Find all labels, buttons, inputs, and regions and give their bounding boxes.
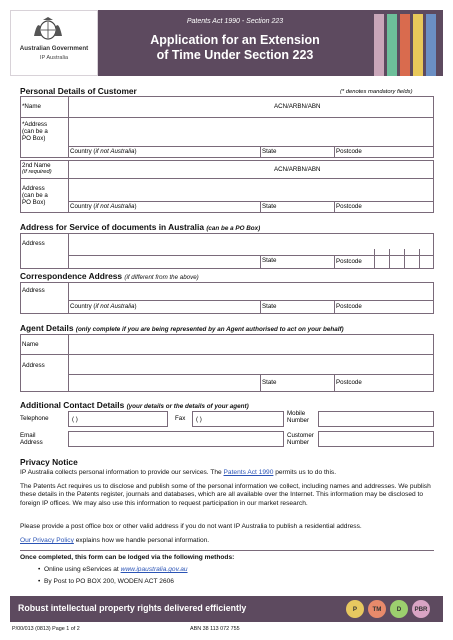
agent-name-label: Name [22,341,39,348]
agent-state-label: State [262,379,277,386]
coat-of-arms-icon [30,16,66,42]
badge-pbr: PBR [412,600,430,618]
mobile-input[interactable] [318,411,434,427]
stripe [374,14,384,76]
stripe [387,14,397,76]
agent-postcode-label: Postcode [336,379,362,386]
correspondence-address-label: Address [22,287,45,294]
address-input[interactable] [69,118,433,145]
correspondence-address-input[interactable] [69,283,433,299]
postcode2-label: Postcode [336,203,362,210]
acn2-label: ACN/ARBN/ABN [274,166,321,173]
privacy-paragraph-3: Please provide a post office box or other valid address if you do not want IP Australia to publish a residential address. [20,523,362,530]
stripe [426,14,436,76]
acn-label: ACN/ARBN/ABN [274,103,321,110]
service-state-label: State [262,257,277,264]
address-label: *Address (can be a PO Box) [22,121,48,142]
service-postcode-label: Postcode [336,258,362,265]
agent-address-input[interactable] [69,355,433,373]
footer-tagline: Robust intellectual property rights delivered efficiently [18,603,247,613]
privacy-paragraph-4: Our Privacy Policy explains how we handle personal information. [20,537,210,544]
name-label: *Name [22,103,41,110]
telephone-label: Telephone [20,415,49,422]
eservices-link[interactable]: www.ipaustralia.gov.au [120,566,188,573]
service-address-label: Address [22,240,45,247]
fax-label: Fax [175,415,186,422]
mobile-label: Mobile Number [287,410,310,424]
privacy-paragraph-1: IP Australia collects personal information to provide our services. The Patents Act 1990 permits us to do this. [20,469,337,476]
fax-input[interactable]: ( ) [192,411,284,427]
patents-act-link[interactable]: Patents Act 1990 [223,469,274,476]
name-input[interactable] [69,97,272,116]
privacy-section-title: Privacy Notice [20,457,78,467]
privacy-paragraph-2: The Patents Act requires us to disclose and publish some of the personal information we collect, including names and addresses. We publish these details in the Patents register, journals and databases, which are all available over the Internet. This information may be disclosed to foreign IP offices. We may also use this information to request participation in our market research. [20,483,431,507]
stripe [400,14,410,76]
agent-section-title: Agent Details (only complete if you are being represented by an Agent authorised to act on your behalf) [20,323,344,333]
correspondence-state-label: State [262,303,277,310]
address2-label: Address (can be a PO Box) [22,185,48,206]
telephone-input[interactable]: ( ) [68,411,168,427]
personal-section-title: Personal Details of Customer [20,86,137,96]
badge-trademark: TM [368,600,386,618]
agent-name-input[interactable] [69,335,433,353]
name2-label: 2nd Name (if required) [22,162,52,175]
customer-number-label: Customer Number [287,432,314,446]
service-address-input[interactable] [69,234,433,254]
form-id: P/00/013 (0813) Page 1 of 2 [12,626,80,632]
mandatory-note: (* denotes mandatory fields) [340,89,413,95]
state2-label: State [262,203,277,210]
correspondence-section-title: Correspondence Address (if different from the above) [20,271,199,281]
badge-design: D [390,600,408,618]
decorative-stripes [370,10,443,76]
email-label: Email Address [20,432,43,446]
stripe [413,14,423,76]
country-label: Country (if not Australia) [70,148,137,155]
gov-label: Australian Government [19,45,89,52]
address2-input[interactable] [69,179,433,200]
state-label: State [262,148,277,155]
badge-patent: P [346,600,364,618]
agent-address-label: Address [22,362,45,369]
name2-input[interactable] [69,161,269,177]
email-input[interactable] [68,431,284,447]
customer-number-input[interactable] [318,431,434,447]
lodge-title: Once completed, this form can be lodged via the following methods: [20,554,235,561]
country2-label: Country (if not Australia) [70,203,137,210]
lodge-method-post: • By Post to PO BOX 200, WODEN ACT 2606 [38,578,174,585]
correspondence-postcode-label: Postcode [336,303,362,310]
postcode-label: Postcode [336,148,362,155]
page-title: Application for an Extension of Time Under Section 223 [150,33,320,62]
privacy-policy-link[interactable]: Our Privacy Policy [20,537,74,544]
abn-number: ABN 38 113 072 755 [190,626,240,632]
service-section-title: Address for Service of documents in Australia (can be a PO Box) [20,222,261,232]
act-reference: Patents Act 1990 - Section 223 [186,18,284,25]
lodge-method-online: • Online using eServices at www.ipaustralia.gov.au [38,566,188,573]
agency-label: IP Australia [39,55,69,61]
correspondence-country-label: Country (if not Australia) [70,303,137,310]
contact-section-title: Additional Contact Details (your details or the details of your agent) [20,400,249,410]
